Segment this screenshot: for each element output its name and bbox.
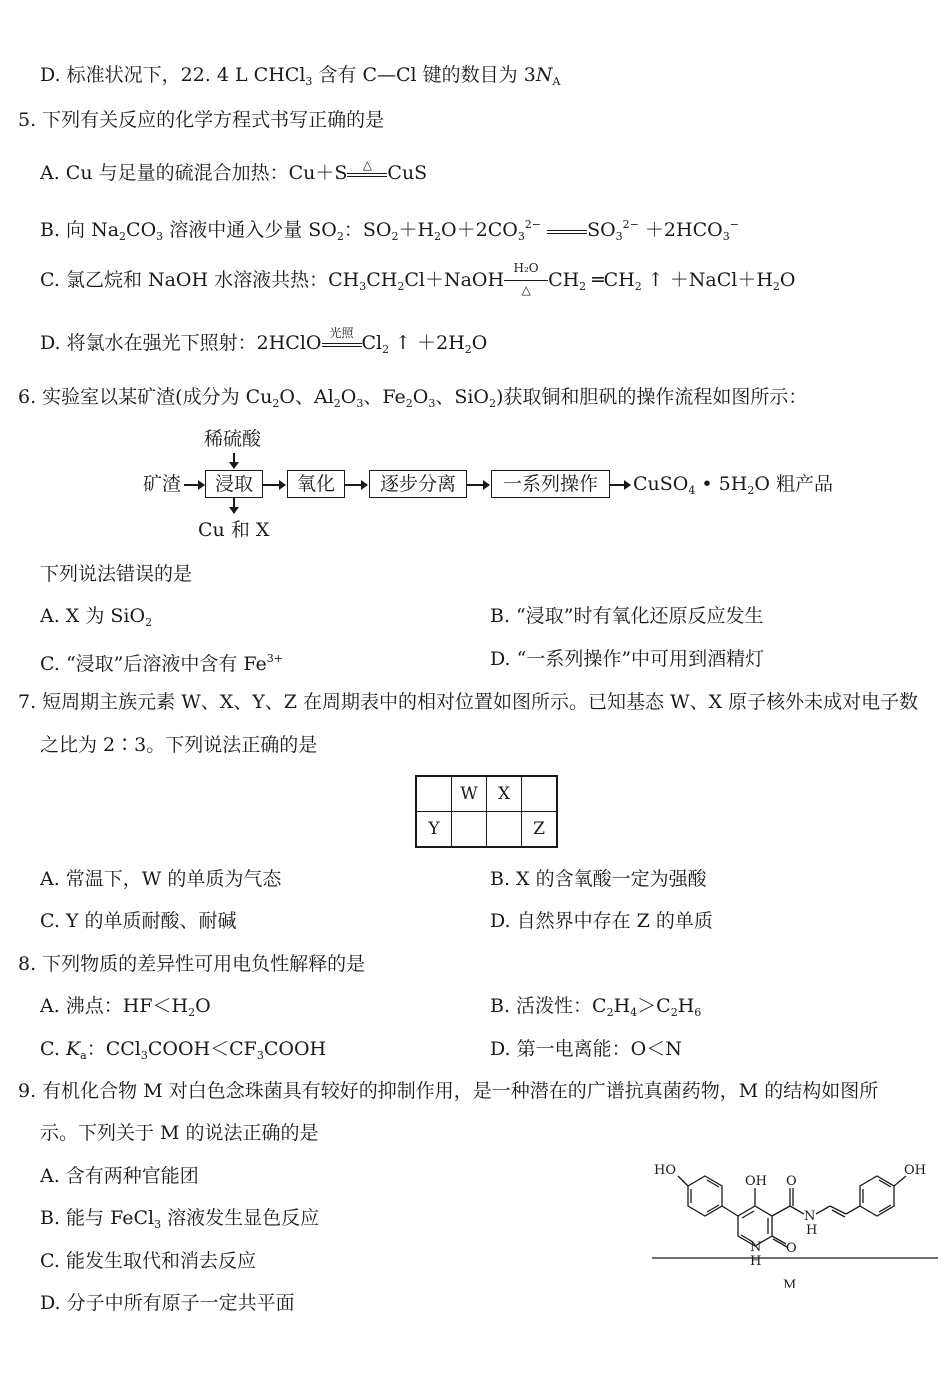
q8-stem: 8. 下列物质的差异性可用电负性解释的是	[18, 953, 366, 975]
flow-arrow-2	[263, 484, 285, 486]
q6-option-b: B. “浸取”时有氧化还原反应发生	[490, 605, 764, 627]
q9-stem-line2: 示。下列关于 M 的说法正确的是	[40, 1122, 319, 1144]
label-ho-left: HO	[654, 1163, 676, 1178]
q5-option-a: A. Cu 与足量的硫混合加热：Cu＋S △ CuS	[40, 158, 428, 184]
q7-stem-line2: 之比为 2∶3。下列说法正确的是	[40, 734, 318, 756]
flow-arrow-4	[467, 484, 489, 486]
q5-option-d: D. 将氯水在强光下照射：2HClO 光照 $Cl_2$ ↑ $+2H_2O$	[40, 326, 488, 356]
q7-option-c: C. Y 的单质耐酸、耐碱	[40, 910, 237, 932]
label-oh-right: OH	[904, 1163, 926, 1178]
cell-x: X	[487, 776, 522, 812]
cell-z: Z	[522, 812, 558, 848]
q9-option-b: B. 能与 FeCl$_3$ 溶液发生显色反应	[40, 1207, 320, 1231]
q8-option-c: C. $K_a$：$CCl_3COOH<CF_3COOH$	[40, 1038, 327, 1062]
flow-arrow-down-in	[233, 453, 235, 468]
label-m: M	[783, 1278, 797, 1288]
q7-option-d: D. 自然界中存在 Z 的单质	[490, 910, 713, 932]
flow-box-separate: 逐步分离	[369, 470, 467, 498]
q6-option-a: A. X 为 SiO$_2$	[40, 605, 153, 629]
flow-arrow-3	[345, 484, 367, 486]
q5-option-b: B. 向 $Na_2CO_3$ 溶液中通入少量 $SO_2$：$SO_2+H_2O+2CO_3^{2-}$ $SO_3^{2-} +2HCO_3^-$	[40, 218, 739, 243]
q7-option-a: A. 常温下，W 的单质为气态	[40, 868, 282, 890]
periodic-table-fragment	[415, 775, 558, 848]
q7-stem-line1: 7. 短周期主族元素 W、X、Y、Z 在周期表中的相对位置如图所示。已知基态 W、X 原子核外未成对电子数	[18, 691, 919, 713]
q4-option-d: D. 标准状况下，22. 4 L CHCl$_3$ 含有 C—Cl 键的数目为 $3N_A$	[40, 64, 561, 88]
cell-y: Y	[416, 812, 452, 848]
cell-w: W	[452, 776, 487, 812]
flow-box-leach: 浸取	[205, 470, 263, 498]
cell-r1c4	[522, 776, 558, 812]
q6-option-c: C. “浸取”后溶液中含有 $Fe^{3+}$	[40, 652, 284, 675]
q8-option-a: A. 沸点：$HF<H_2O$	[40, 995, 211, 1019]
label-oh-top: OH	[745, 1174, 767, 1189]
flow-arrow-5	[610, 484, 630, 486]
flow-box-operations: 一系列操作	[491, 470, 610, 498]
q9-option-c: C. 能发生取代和消去反应	[40, 1250, 256, 1272]
q6-option-d: D. “一系列操作”中可用到酒精灯	[490, 648, 765, 670]
flow-arrow-down-out	[233, 498, 235, 513]
q6-stem: 6. 实验室以某矿渣(成分为 $Cu_2O$、$Al_2O_3$、$Fe_2O_3$、SiO$_2$)获取铜和胆矾的操作流程如图所示：	[18, 386, 808, 410]
flow-start: 矿渣	[143, 473, 182, 495]
flow-output-residue: Cu 和 X	[198, 519, 270, 541]
q9-option-d: D. 分子中所有原子一定共平面	[40, 1292, 295, 1314]
label-n-amide: N	[804, 1209, 816, 1224]
cell-r2c2	[452, 812, 487, 848]
cell-r2c3	[487, 812, 522, 848]
molecule-m-structure	[650, 1158, 940, 1288]
flow-box-oxidize: 氧化	[287, 470, 345, 498]
label-o-ring: O	[786, 1241, 797, 1256]
label-h-ring: H	[750, 1254, 762, 1269]
q5-stem: 5. 下列有关反应的化学方程式书写正确的是	[18, 109, 385, 131]
label-n-ring: N	[750, 1240, 762, 1255]
q7-option-b: B. X 的含氧酸一定为强酸	[490, 868, 707, 890]
label-o-amide: O	[786, 1174, 797, 1189]
right-benzene-ring	[860, 1176, 894, 1216]
q6-ask: 下列说法错误的是	[40, 563, 193, 585]
cell-r1c1	[416, 776, 452, 812]
label-h-amide: H	[806, 1223, 818, 1238]
left-benzene-ring	[688, 1176, 722, 1216]
q8-option-d: D. 第一电离能：O＜N	[490, 1038, 682, 1060]
flow-product: CuSO$_4$ • $5H_2O$ 粗产品	[633, 473, 833, 497]
q9-stem-line1: 9. 有机化合物 M 对白色念珠菌具有较好的抑制作用，是一种潜在的广谱抗真菌药物，M 的结构如图所	[18, 1080, 879, 1102]
q8-option-b: B. 活泼性：$C_2H_4>C_2H_6$	[490, 995, 702, 1019]
flow-arrow-1	[184, 484, 204, 486]
q5-option-c: C. 氯乙烷和 NaOH 水溶液共热：$CH_3CH_2Cl+NaOH$ H₂O △ $CH_2$ $═CH_2$ ↑ $+NaCl+H_2O$	[40, 261, 796, 297]
flow-input-acid: 稀硫酸	[204, 428, 262, 450]
q9-option-a: A. 含有两种官能团	[40, 1165, 199, 1187]
